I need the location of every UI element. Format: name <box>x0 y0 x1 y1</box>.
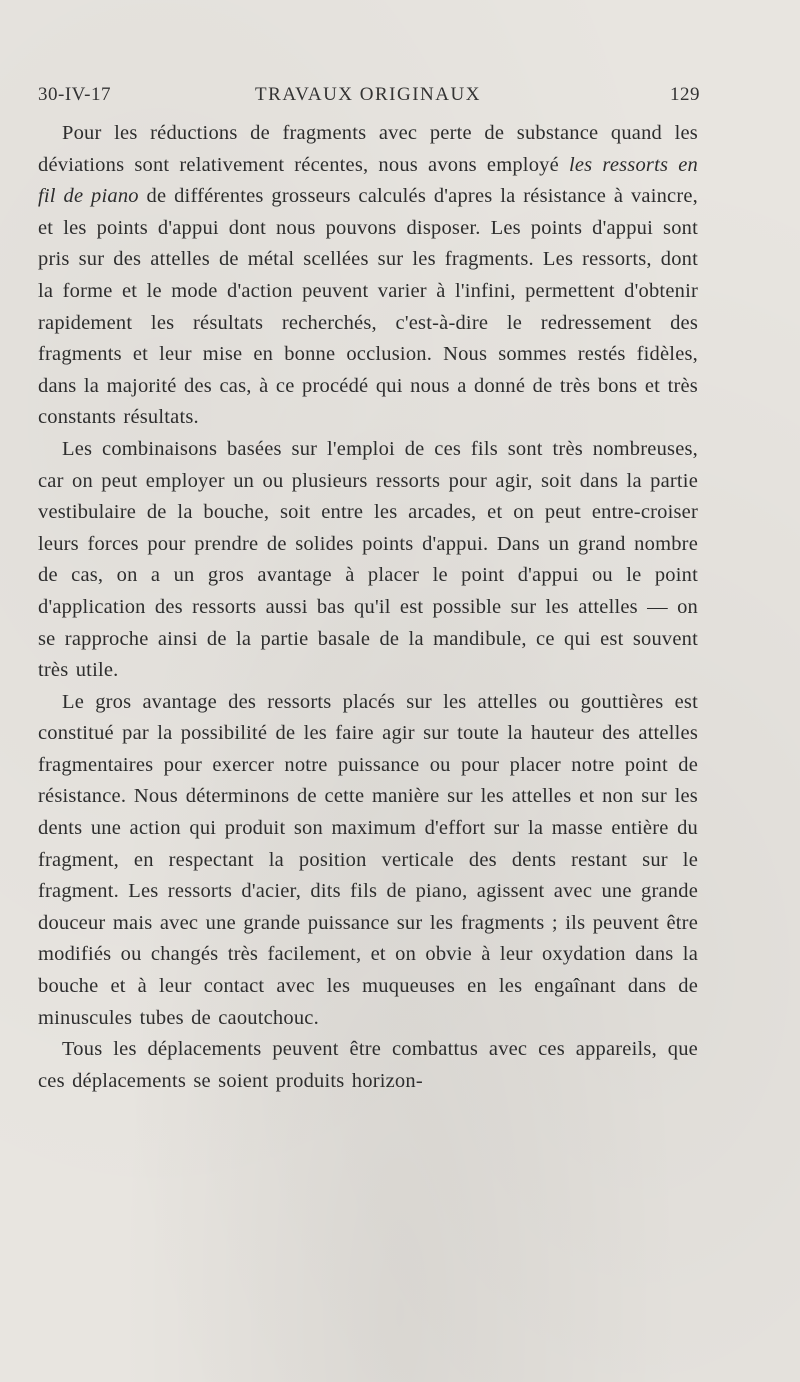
paragraph-4: Tous les déplacements peuvent être combattus avec ces appareils, que ces déplacements se soient produits horizon- <box>38 1038 698 1092</box>
italic-phrase: les ressorts en fil de piano <box>38 153 698 208</box>
page-number: 129 <box>670 84 700 105</box>
header-date: 30-IV-17 <box>38 84 111 105</box>
body-text <box>38 118 698 1097</box>
running-head <box>38 84 698 118</box>
book-page <box>38 84 698 1097</box>
paragraph-1-end: de différentes grosseurs calculés d'apres la résistance à vaincre, et les points d'appui dont nous pouvons disposer. Les points d'appui sont pris sur des attelles de métal scellées sur les fragments. Les ressorts, dont la forme et le mode d'action peuvent varier à l'infini, permettent d'obtenir rapidement les résultats recherchés, c'est-à-dire le redressement des fragments et leur mise en bonne occlusion. Nous sommes restés fidèles, dans la majorité des cas, à ce procédé qui nous a donné de très bons et très constants résultats. <box>38 185 699 429</box>
paragraph-3: Le gros avantage des ressorts placés sur les attelles ou gouttières est constitué par la possibilité de les faire agir sur toute la hauteur des attelles fragmentaires pour exercer notre puissance ou pour placer notre point de résistance. Nous déterminons de cette manière sur les attelles et non sur les dents une action qui produit son maximum d'effort sur la masse entière du fragment, en respectant la position verticale des dents restant sur le fragment. Les ressorts d'acier, dits fils de piano, agissent avec une grande douceur mais avec une grande puissance sur les fragments ; ils peuvent être modifiés ou changés très facilement, et on obvie à leur oxydation dans la bouche et à leur contact avec les muqueuses en les engaînant dans de minuscules tubes de caoutchouc. <box>38 690 698 1029</box>
header-title: TRAVAUX ORIGINAUX <box>255 84 481 105</box>
paragraph-1-start: Pour les réductions de fragments avec perte de substance quand les déviations sont relativement récentes, nous avons employé <box>38 122 698 176</box>
paragraph-1 <box>38 118 698 434</box>
paragraph-2: Les combinaisons basées sur l'emploi de ces fils sont très nombreuses, car on peut employer un ou plusieurs ressorts pour agir, soit dans la partie vestibulaire de la bouche, soit entre les arcades, et on peut entre-croiser leurs forces pour prendre de solides points d'appui. Dans un grand nombre de cas, on a un gros avantage à placer le point d'appui ou le point d'application des ressorts aussi bas qu'il est possible sur les attelles — on se rapproche ainsi de la partie basale de la mandibule, ce qui est souvent très utile. <box>38 437 698 682</box>
